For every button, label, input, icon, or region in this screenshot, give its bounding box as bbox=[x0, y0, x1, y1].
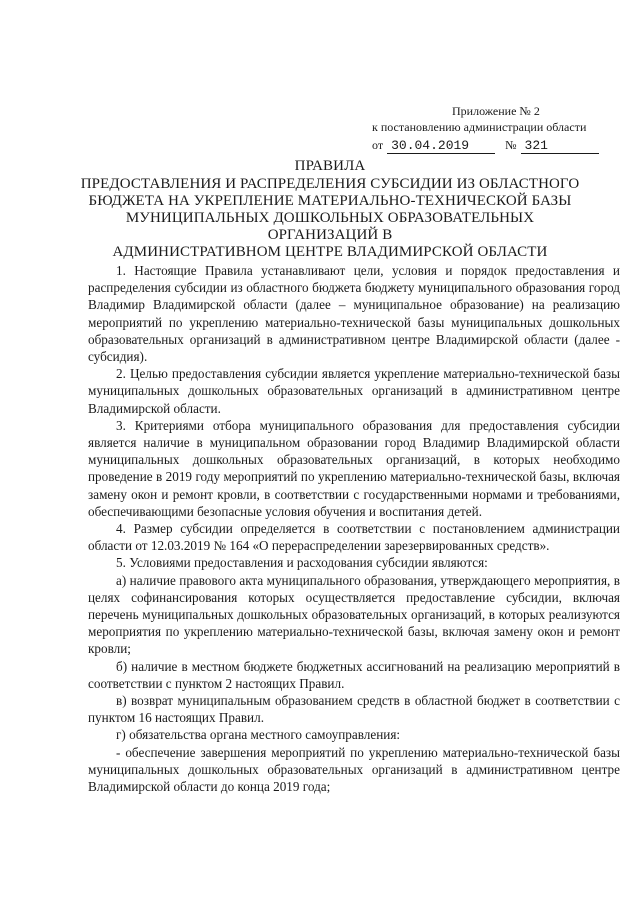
subparagraph-b: б) наличие в местном бюджете бюджетных ассигнований на реализацию мероприятий в соответствии с пунктом 2 настоящих Правил. bbox=[88, 658, 620, 691]
paragraph-3: 3. Критериями отбора муниципального образования для предоставления субсидии является наличие в муниципальном образовании город Владимир Владимирской области муниципальных дошкольных образовательных организаций, в которых необходимо проведение в 2019 году мероприятий по укреплению материально-технической базы, включая замену окон и ремонт кровли, в соответствии с государственными нормами и требованиями, обеспечивающими безопасные условия обучения и воспитания детей. bbox=[88, 417, 620, 519]
paragraph-4: 4. Размер субсидии определяется в соответствии с постановлением администрации области от 12.03.2019 № 164 «О перераспределении зарезервированных средств». bbox=[88, 521, 620, 554]
number-label: № bbox=[505, 138, 517, 152]
title-line-3: БЮДЖЕТА НА УКРЕПЛЕНИЕ МАТЕРИАЛЬНО-ТЕХНИЧЕСКОЙ БАЗЫ bbox=[88, 193, 572, 209]
obligation-item-1: - обеспечение завершения мероприятий по укреплению материально-технической базы муниципальных дошкольных образовательных организаций в административном центре Владимирской области до конца 2019 года; bbox=[88, 744, 620, 795]
title-line-1: ПРАВИЛА bbox=[294, 158, 366, 174]
paragraph-5: 5. Условиями предоставления и расходования субсидии являются: bbox=[116, 555, 488, 571]
subparagraph-g: г) обязательства органа местного самоуправления: bbox=[116, 727, 401, 743]
appendix-label: Приложение № 2 bbox=[452, 104, 540, 118]
document-body bbox=[88, 262, 620, 795]
title-line-4: МУНИЦИПАЛЬНЫХ ДОШКОЛЬНЫХ ОБРАЗОВАТЕЛЬНЫХ ОРГАНИЗАЦИЙ В bbox=[125, 210, 535, 243]
subparagraph-v: в) возврат муниципальным образованием средств в областной бюджет в соответствии с пунктом 16 настоящих Правил. bbox=[88, 693, 620, 726]
decree-reference: к постановлению администрации области bbox=[372, 120, 587, 134]
paragraph-2: 2. Целью предоставления субсидии является укрепление материально-технической базы муниципальных дошкольных образовательных организаций в административном центре Владимирской области. bbox=[88, 366, 620, 416]
paragraph-1: 1. Настоящие Правила устанавливают цели, условия и порядок предоставления и распределения субсидии из областного бюджета бюджету муниципального образования город Владимир Владимирской области (далее – муниципальное образование) на реализацию мероприятий по укреплению материально-технической базы муниципальных дошкольных образовательных организаций в административном центре Владимирской области (далее - субсидия). bbox=[88, 263, 620, 365]
decree-date-number bbox=[372, 137, 612, 154]
decree-date: 30.04.2019 bbox=[387, 139, 495, 154]
decree-number: 321 bbox=[521, 139, 599, 154]
title-line-5: АДМИНИСТРАТИВНОМ ЦЕНТРЕ ВЛАДИМИРСКОЙ ОБЛАСТИ bbox=[112, 244, 548, 260]
from-label: от bbox=[372, 138, 384, 152]
subparagraph-a: а) наличие правового акта муниципального образования, утверждающего мероприятия, в целях софинансирования которых осуществляется предоставление субсидии, включая перечень муниципальных дошкольных образовательных организаций, в которых реализуются мероприятия по укреплению материально-технической базы, включая замену окон и ремонт кровли; bbox=[88, 572, 620, 657]
document-title bbox=[80, 158, 580, 261]
title-line-2: ПРЕДОСТАВЛЕНИЯ И РАСПРЕДЕЛЕНИЯ СУБСИДИИ ИЗ ОБЛАСТНОГО bbox=[80, 176, 580, 192]
appendix-header bbox=[372, 103, 612, 154]
